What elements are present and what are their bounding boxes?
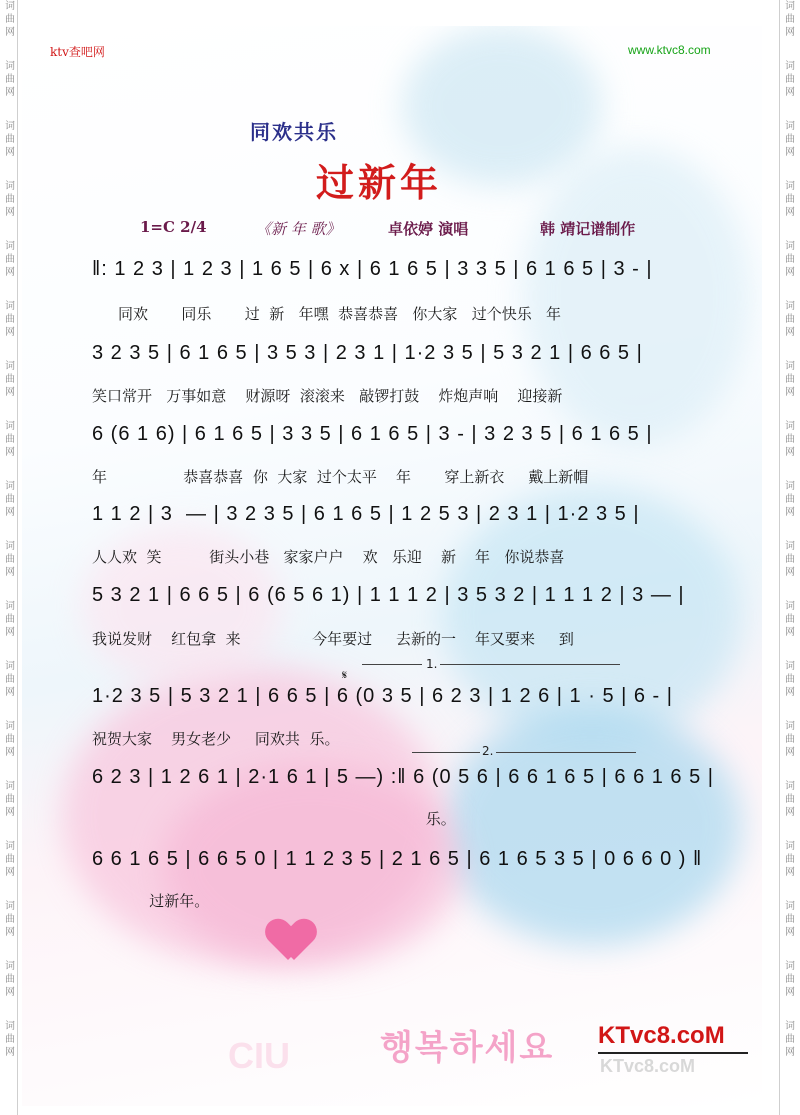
decorative-outline-text: CIU bbox=[228, 1035, 290, 1076]
lyric-row-6: 祝贺大家 男女老少 同欢共 乐。 bbox=[92, 730, 340, 748]
song-title: 过新年 bbox=[316, 161, 443, 205]
side-watermark-text: 词 曲 网 bbox=[5, 601, 15, 638]
lyric-row-7: 乐。 bbox=[92, 810, 456, 828]
side-watermark-right bbox=[782, 0, 798, 1115]
side-watermark-text: 词 曲 网 bbox=[785, 781, 795, 818]
side-watermark-text: 词 曲 网 bbox=[5, 241, 15, 278]
side-watermark-text: 词 曲 网 bbox=[5, 301, 15, 338]
side-watermark-text: 词 曲 网 bbox=[5, 721, 15, 758]
side-watermark-text: 词 曲 网 bbox=[5, 781, 15, 818]
side-watermark-text: 词 曲 网 bbox=[785, 481, 795, 518]
side-watermark-left bbox=[2, 0, 18, 1115]
side-watermark-text: 词 曲 网 bbox=[785, 841, 795, 878]
lyric-row-5: 我说发财 红包拿 来 今年要过 去新的一 年又要来 到 bbox=[92, 630, 574, 648]
song-source: 《新 年 歌》 bbox=[256, 220, 341, 238]
side-watermark-text: 词 曲 网 bbox=[5, 421, 15, 458]
side-watermark-text: 词 曲 网 bbox=[5, 61, 15, 98]
side-watermark-text: 词 曲 网 bbox=[785, 721, 795, 758]
lyric-row-2: 笑口常开 万事如意 财源呀 滚滚来 敲锣打鼓 炸炮声响 迎接新 bbox=[92, 387, 563, 405]
notation-row-1: ‖: 1 2 3 | 1 2 3 | 1 6 5 | 6 x | 6 1 6 5 | 3 3 5 | 6 1 6 5 | 3 - | bbox=[92, 258, 653, 280]
transcriber: 韩 靖记谱制作 bbox=[540, 220, 636, 238]
lyric-row-8: 过新年。 bbox=[92, 892, 210, 910]
heart-icon bbox=[268, 920, 308, 960]
side-watermark-text: 词 曲 网 bbox=[785, 601, 795, 638]
side-watermark-text: 词 曲 网 bbox=[785, 421, 795, 458]
site-name-left: ktv查吧网 bbox=[50, 45, 105, 59]
side-watermark-text: 词 曲 网 bbox=[785, 901, 795, 938]
song-subtitle: 同欢共乐 bbox=[250, 120, 338, 144]
volta-line-a bbox=[362, 664, 422, 665]
side-watermark-text: 词 曲 网 bbox=[5, 481, 15, 518]
side-watermark-text: 词 曲 网 bbox=[785, 661, 795, 698]
notation-row-7: 6 2 3 | 1 2 6 1 | 2·1 6 1 | 5 —) :‖ 6 (0 5 6 | 6 6 1 6 5 | 6 6 1 6 5 | bbox=[92, 766, 714, 788]
segno-mark: 𝄋 bbox=[342, 668, 348, 682]
side-watermark-text: 词 曲 网 bbox=[785, 1021, 795, 1058]
side-watermark-text: 词 曲 网 bbox=[5, 1, 15, 38]
site-logo bbox=[598, 1022, 725, 1050]
side-watermark-text: 词 曲 网 bbox=[5, 541, 15, 578]
divider-left bbox=[17, 0, 18, 1115]
logo-underline bbox=[598, 1052, 748, 1054]
volta-second-bracket bbox=[496, 752, 636, 753]
side-watermark-text: 词 曲 网 bbox=[5, 841, 15, 878]
volta-second-label: 2. bbox=[482, 744, 494, 758]
notation-row-5: 5 3 2 1 | 6 6 5 | 6 (6 5 6 1) | 1 1 1 2 | 3 5 3 2 | 1 1 1 2 | 3 — | bbox=[92, 584, 685, 606]
notation-row-6: 1·2 3 5 | 5 3 2 1 | 6 6 5 | 6 (0 3 5 | 6 2 3 | 1 2 6 | 1 · 5 | 6 - | bbox=[92, 685, 673, 707]
notation-row-3: 6 (6 1 6) | 6 1 6 5 | 3 3 5 | 6 1 6 5 | 3 - | 3 2 3 5 | 6 1 6 5 | bbox=[92, 423, 653, 445]
site-url-right: www.ktvc8.com bbox=[628, 43, 711, 57]
lyric-row-1: 同欢 同乐 过 新 年嘿 恭喜恭喜 你大家 过个快乐 年 bbox=[118, 305, 562, 323]
side-watermark-text: 词 曲 网 bbox=[5, 121, 15, 158]
side-watermark-text: 词 曲 网 bbox=[785, 961, 795, 998]
side-watermark-text: 词 曲 网 bbox=[785, 301, 795, 338]
logo-text: KTvc8.coM bbox=[598, 1022, 725, 1049]
notation-row-4: 1 1 2 | 3 — | 3 2 3 5 | 6 1 6 5 | 1 2 5 3 | 2 3 1 | 1·2 3 5 | bbox=[92, 503, 640, 525]
side-watermark-text: 词 曲 网 bbox=[785, 541, 795, 578]
lyric-row-4: 人人欢 笑 街头小巷 家家户户 欢 乐迎 新 年 你说恭喜 bbox=[92, 548, 565, 566]
notation-row-2: 3 2 3 5 | 6 1 6 5 | 3 5 3 | 2 3 1 | 1·2 3 5 | 5 3 2 1 | 6 6 5 | bbox=[92, 342, 643, 364]
side-watermark-text: 词 曲 网 bbox=[785, 1, 795, 38]
side-watermark-text: 词 曲 网 bbox=[785, 61, 795, 98]
divider-right bbox=[779, 0, 780, 1115]
side-watermark-text: 词 曲 网 bbox=[785, 241, 795, 278]
singer: 卓依婷 演唱 bbox=[388, 220, 469, 238]
side-watermark-text: 词 曲 网 bbox=[5, 901, 15, 938]
notation-row-8: 6 6 1 6 5 | 6 6 5 0 | 1 1 2 3 5 | 2 1 6 5 | 6 1 6 5 3 5 | 0 6 6 0 ) ‖ bbox=[92, 848, 703, 870]
side-watermark-text: 词 曲 网 bbox=[5, 661, 15, 698]
side-watermark-text: 词 曲 网 bbox=[5, 961, 15, 998]
side-watermark-text: 词 曲 网 bbox=[5, 1021, 15, 1058]
side-watermark-text: 词 曲 网 bbox=[5, 181, 15, 218]
side-watermark-text: 词 曲 网 bbox=[785, 121, 795, 158]
side-watermark-text: 词 曲 网 bbox=[5, 361, 15, 398]
volta-first-label: 1. bbox=[426, 657, 438, 671]
key-meter: 1=C 2/4 bbox=[140, 218, 207, 236]
logo-reflection: KTvc8.coM bbox=[600, 1056, 696, 1076]
lyric-row-3: 年 恭喜恭喜 你 大家 过个太平 年 穿上新衣 戴上新帽 bbox=[92, 468, 589, 486]
volta-first-bracket bbox=[440, 664, 620, 665]
side-watermark-text: 词 曲 网 bbox=[785, 181, 795, 218]
korean-decoration-text: 행복하세요 bbox=[380, 1028, 555, 1068]
volta-second-line bbox=[412, 752, 480, 753]
side-watermark-text: 词 曲 网 bbox=[785, 361, 795, 398]
